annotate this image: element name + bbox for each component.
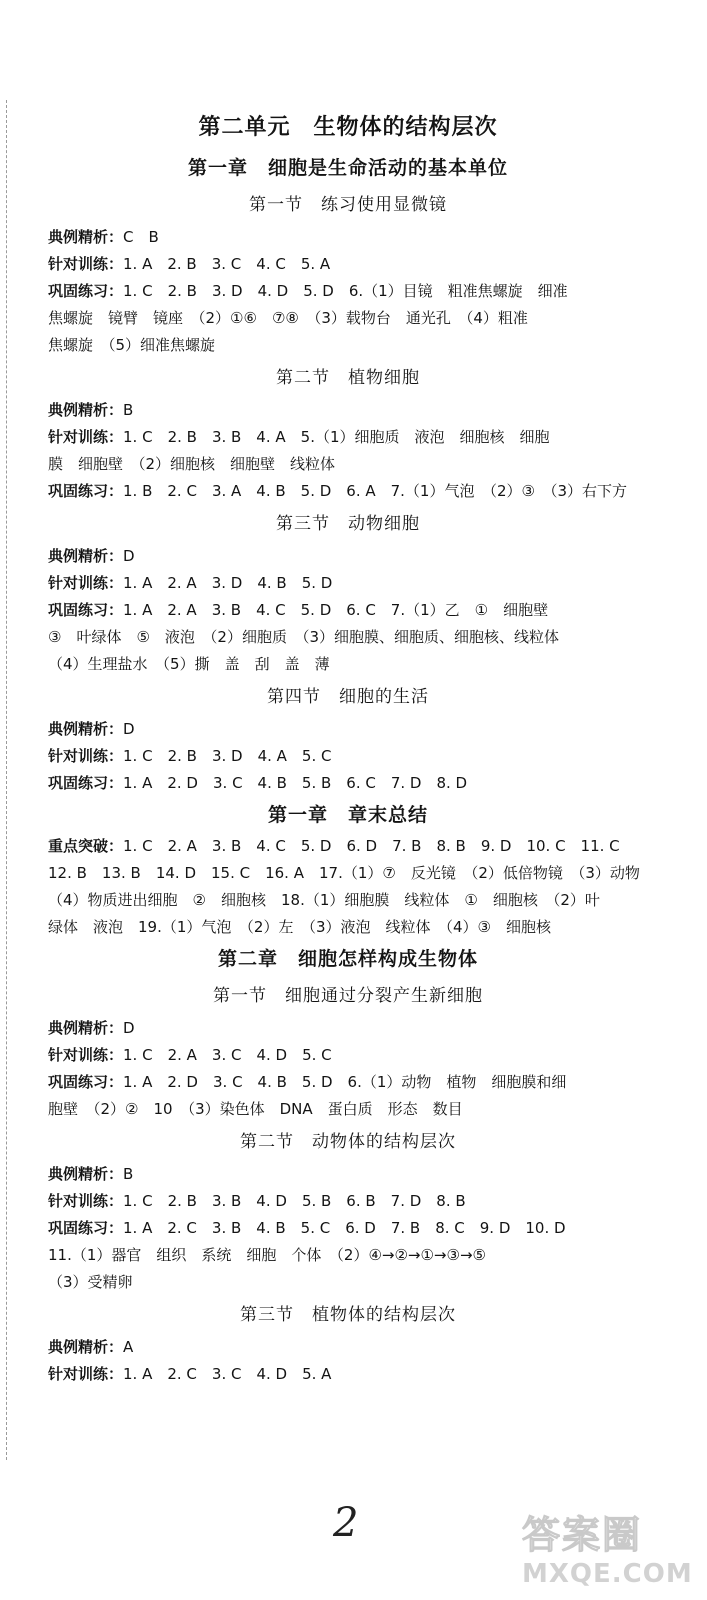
answer-text: A xyxy=(123,1338,134,1356)
answer-text: 1. A 2. C 3. C 4. D 5. A xyxy=(123,1365,332,1383)
answer-label: 针对训练： xyxy=(48,574,124,592)
answer-text: 1. A 2. D 3. C 4. B 5. D 6.（1）动物 植物 细胞膜和细 xyxy=(123,1073,567,1091)
answer-line xyxy=(48,1269,648,1296)
page-number: 2 xyxy=(333,1500,359,1546)
section-title: 第一节 细胞通过分裂产生新细胞 xyxy=(213,986,483,1006)
unit-title: 第二单元 生物体的结构层次 xyxy=(198,115,498,140)
answer-line xyxy=(48,224,648,251)
answer-content xyxy=(48,106,648,1388)
answer-line xyxy=(48,305,648,332)
chapter-summary-title: 第一章 章末总结 xyxy=(267,804,428,826)
answer-text: 12. B 13. B 14. D 15. C 16. A 17.（1）⑦ 反光镜 （2）低倍物镜 （3）动物 xyxy=(48,864,640,882)
answer-text: 1. B 2. C 3. A 4. B 5. D 6. A 7.（1）气泡 （2）③ （3）右下方 xyxy=(123,482,628,500)
answer-line xyxy=(48,914,648,941)
answer-line xyxy=(48,543,648,570)
section-title: 第一节 练习使用显微镜 xyxy=(249,195,447,215)
answer-text: B xyxy=(123,401,134,419)
answer-line xyxy=(48,743,648,770)
answer-text: 焦螺旋 镜臂 镜座 （2）①⑥ ⑦⑧ （3）载物台 通光孔 （4）粗准 xyxy=(48,309,528,327)
answer-text: B xyxy=(123,1165,134,1183)
watermark xyxy=(522,1512,697,1596)
answer-line xyxy=(48,570,648,597)
answer-label: 巩固练习： xyxy=(48,282,124,300)
answer-text: 1. A 2. B 3. C 4. C 5. A xyxy=(123,255,331,273)
answer-line xyxy=(48,887,648,914)
answer-text: D xyxy=(123,1019,135,1037)
answer-line xyxy=(48,251,648,278)
answer-line xyxy=(48,624,648,651)
answer-text: 焦螺旋 （5）细准焦螺旋 xyxy=(48,336,216,354)
answer-label: 巩固练习： xyxy=(48,1219,124,1237)
answer-label: 针对训练： xyxy=(48,1192,124,1210)
section-title: 第三节 植物体的结构层次 xyxy=(240,1305,456,1325)
answer-text: 1. C 2. A 3. C 4. D 5. C xyxy=(123,1046,332,1064)
answer-line xyxy=(48,597,648,624)
answer-line xyxy=(48,1096,648,1123)
watermark-logo: 答案圈 xyxy=(522,1513,643,1557)
chapter-title: 第二章 细胞怎样构成生物体 xyxy=(217,948,478,970)
answer-label: 典例精析： xyxy=(48,228,124,246)
answer-label: 针对训练： xyxy=(48,1046,124,1064)
answer-label: 典例精析： xyxy=(48,1019,124,1037)
answer-label: 针对训练： xyxy=(48,747,124,765)
answer-text: 1. A 2. D 3. C 4. B 5. B 6. C 7. D 8. D xyxy=(123,774,468,792)
answer-label: 典例精析： xyxy=(48,1338,124,1356)
answer-label: 针对训练： xyxy=(48,1365,124,1383)
answer-text: 1. A 2. A 3. D 4. B 5. D xyxy=(123,574,333,592)
answer-line xyxy=(48,397,648,424)
answer-text: 1. C 2. B 3. B 4. A 5.（1）细胞质 液泡 细胞核 细胞 xyxy=(123,428,550,446)
answer-text: （4）物质进出细胞 ② 细胞核 18.（1）细胞膜 线粒体 ① 细胞核 （2）叶 xyxy=(48,891,600,909)
watermark-url: MXQE.COM xyxy=(522,1559,693,1589)
answer-text: 1. A 2. C 3. B 4. B 5. C 6. D 7. B 8. C 9. D 10. D xyxy=(123,1219,566,1237)
answer-line xyxy=(48,1215,648,1242)
answer-line xyxy=(48,451,648,478)
answer-text: ③ 叶绿体 ⑤ 液泡 （2）细胞质 （3）细胞膜、细胞质、细胞核、线粒体 xyxy=(48,628,559,646)
answer-line xyxy=(48,1161,648,1188)
answer-text: 胞壁 （2）② 10 （3）染色体 DNA 蛋白质 形态 数目 xyxy=(48,1100,463,1118)
section-title: 第二节 植物细胞 xyxy=(276,368,420,388)
section-title: 第四节 细胞的生活 xyxy=(267,687,429,707)
answer-text: C B xyxy=(123,228,159,246)
answer-line xyxy=(48,1242,648,1269)
answer-label: 巩固练习： xyxy=(48,774,124,792)
answer-label: 典例精析： xyxy=(48,720,124,738)
answer-text: 绿体 液泡 19.（1）气泡 （2）左 （3）液泡 线粒体 （4）③ 细胞核 xyxy=(48,918,551,936)
answer-text: 膜 细胞壁 （2）细胞核 细胞壁 线粒体 xyxy=(48,455,336,473)
answer-line xyxy=(48,1188,648,1215)
answer-line xyxy=(48,278,648,305)
section-title: 第三节 动物细胞 xyxy=(276,514,420,534)
answer-line xyxy=(48,1042,648,1069)
answer-line xyxy=(48,478,648,505)
answer-text: 1. C 2. B 3. D 4. D 5. D 6.（1）目镜 粗准焦螺旋 细准 xyxy=(123,282,568,300)
binding-dashed-line xyxy=(6,100,7,1460)
answer-text: 1. C 2. B 3. B 4. D 5. B 6. B 7. D 8. B xyxy=(123,1192,466,1210)
answer-line xyxy=(48,1069,648,1096)
chapter-title: 第一章 细胞是生命活动的基本单位 xyxy=(187,157,508,179)
answer-text: D xyxy=(123,547,135,565)
answer-text: （4）生理盐水 （5）撕 盖 刮 盖 薄 xyxy=(48,655,330,673)
answer-line xyxy=(48,860,648,887)
answer-label: 典例精析： xyxy=(48,547,124,565)
answer-line xyxy=(48,1334,648,1361)
answer-line xyxy=(48,1015,648,1042)
answer-text: （3）受精卵 xyxy=(48,1273,133,1291)
answer-label: 典例精析： xyxy=(48,401,124,419)
answer-text: 1. C 2. B 3. D 4. A 5. C xyxy=(123,747,332,765)
answer-line xyxy=(48,651,648,678)
answer-line xyxy=(48,833,648,860)
answer-line xyxy=(48,770,648,797)
answer-text: 1. A 2. A 3. B 4. C 5. D 6. C 7.（1）乙 ① 细胞壁 xyxy=(123,601,549,619)
answer-line xyxy=(48,332,648,359)
answer-label: 针对训练： xyxy=(48,428,124,446)
answer-label: 巩固练习： xyxy=(48,1073,124,1091)
answer-line xyxy=(48,424,648,451)
section-title: 第二节 动物体的结构层次 xyxy=(240,1132,456,1152)
answer-label: 巩固练习： xyxy=(48,482,124,500)
answer-label: 重点突破： xyxy=(48,837,124,855)
answer-label: 典例精析： xyxy=(48,1165,124,1183)
answer-text: 1. C 2. A 3. B 4. C 5. D 6. D 7. B 8. B 9. D 10. C 11. C xyxy=(123,837,620,855)
answer-text: D xyxy=(123,720,135,738)
answer-line xyxy=(48,1361,648,1388)
answer-label: 针对训练： xyxy=(48,255,124,273)
answer-text: 11.（1）器官 组织 系统 细胞 个体 （2）④→②→①→③→⑤ xyxy=(48,1246,486,1264)
answer-line xyxy=(48,716,648,743)
answer-label: 巩固练习： xyxy=(48,601,124,619)
